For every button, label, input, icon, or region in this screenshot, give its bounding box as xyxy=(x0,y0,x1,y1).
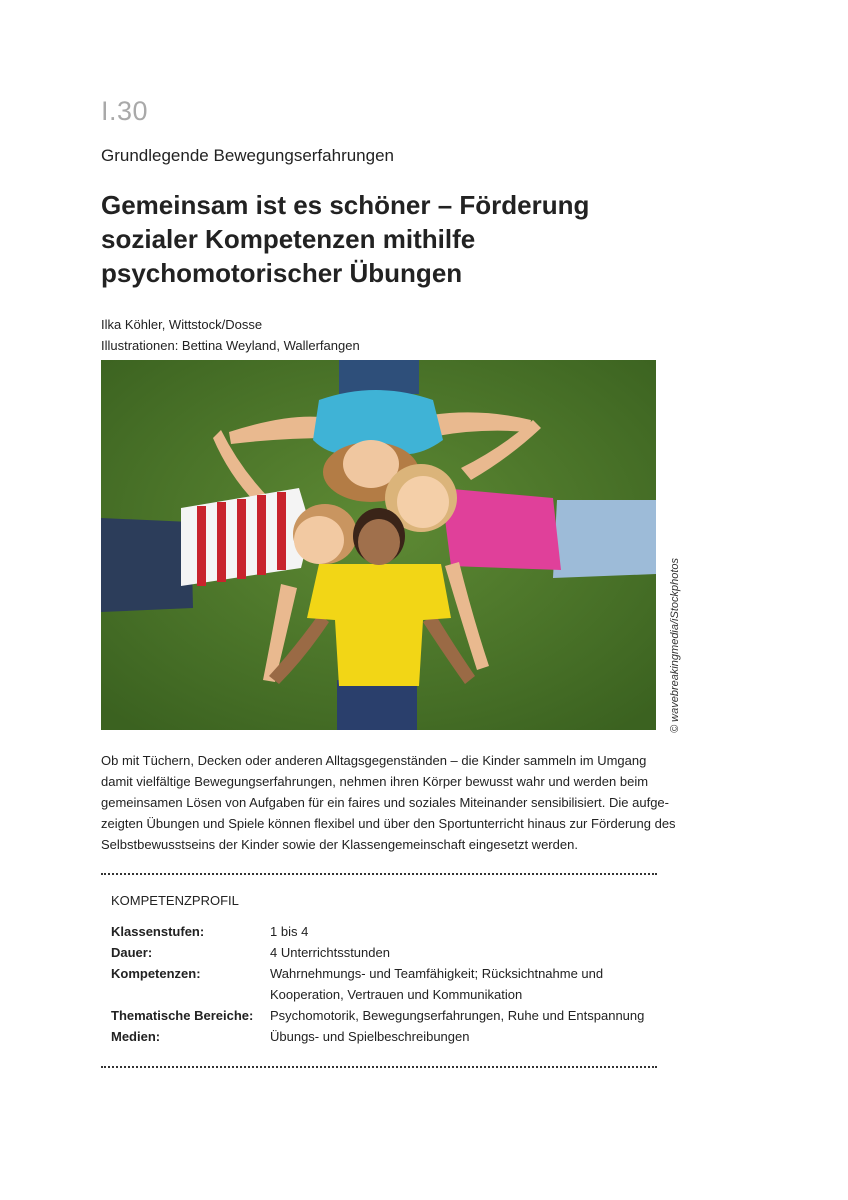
divider-bottom xyxy=(101,1066,657,1068)
section-heading: Grundlegende Bewegungserfahrungen xyxy=(101,146,395,165)
document-title xyxy=(101,188,621,290)
intro-line: Selbstbewusstseins der Kinder sowie der Klassengemeinschaft eingesetzt werden. xyxy=(101,837,578,852)
page-number: I.30 xyxy=(101,96,149,126)
profile-label: Thematische Bereiche: xyxy=(111,1008,254,1023)
profile-value: Psychomotorik, Bewegungserfahrungen, Ruhe und Entspannung xyxy=(270,1008,645,1023)
profile-row xyxy=(111,942,661,963)
profile-row xyxy=(111,921,661,942)
competence-profile xyxy=(111,921,661,1047)
illustrator-line: Illustrationen: Bettina Weyland, Wallerfangen xyxy=(101,338,360,353)
title-line: sozialer Kompetenzen mithilfe xyxy=(101,224,476,254)
profile-value: 1 bis 4 xyxy=(270,924,309,939)
intro-line: gemeinsamen Lösen von Aufgaben für ein faires und soziales Miteinander sensibilisiert. Die aufge- xyxy=(101,795,669,810)
author-block xyxy=(101,314,360,356)
profile-label: Medien: xyxy=(111,1029,161,1044)
divider-top xyxy=(101,873,657,875)
photo-credit: © wavebreakingmedia/iStockphotos xyxy=(669,557,681,733)
photo-illustration xyxy=(101,360,656,730)
title-line: Gemeinsam ist es schöner – Förderung xyxy=(101,190,590,220)
profile-row xyxy=(111,963,661,1005)
profile-value: Übungs- und Spielbeschreibungen xyxy=(270,1029,470,1044)
author-line: Ilka Köhler, Wittstock/Dosse xyxy=(101,317,263,332)
children-photo xyxy=(101,360,656,730)
profile-heading: KOMPETENZPROFIL xyxy=(111,893,239,908)
intro-line: Ob mit Tüchern, Decken oder anderen Alltagsgegenständen – die Kinder sammeln im Umgang xyxy=(101,753,647,768)
profile-value: 4 Unterrichtsstunden xyxy=(270,945,390,960)
title-line: psychomotorischer Übungen xyxy=(101,258,463,288)
intro-line: zeigten Übungen und Spiele können flexibel und über den Sportunterricht hinaus zur Förderung des xyxy=(101,816,676,831)
profile-label: Kompetenzen: xyxy=(111,966,201,981)
profile-row xyxy=(111,1026,661,1047)
profile-label: Dauer: xyxy=(111,945,153,960)
intro-line: damit vielfältige Bewegungserfahrungen, nehmen ihren Körper bewusst wahr und werden beim xyxy=(101,774,649,789)
profile-label: Klassenstufen: xyxy=(111,924,205,939)
profile-value: Wahrnehmungs- und Teamfähigkeit; Rücksichtnahme und Kooperation, Vertrauen und Kommunikation xyxy=(270,966,604,1002)
profile-row xyxy=(111,1005,661,1026)
intro-paragraph xyxy=(101,750,676,855)
